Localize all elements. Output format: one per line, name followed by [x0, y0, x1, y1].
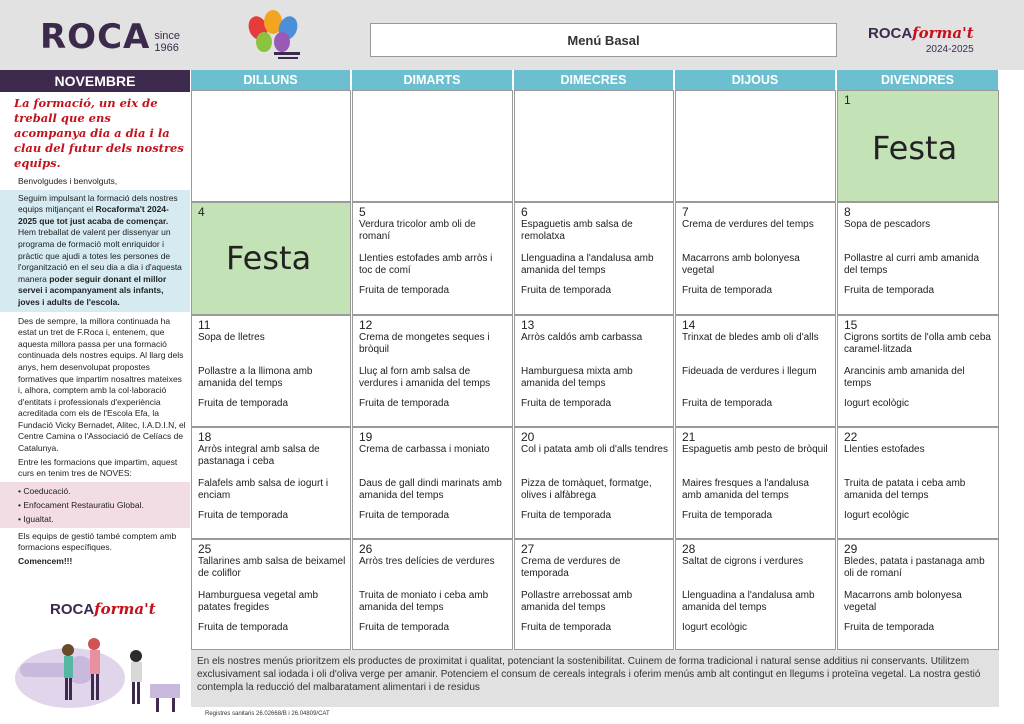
menu-day-cell	[352, 315, 513, 427]
dessert: Fruita de temporada	[844, 285, 935, 296]
menu-day-cell	[675, 315, 836, 427]
sidebar	[0, 70, 190, 724]
list-item: • Igualtat.	[18, 512, 186, 526]
holiday-label: Festa	[872, 129, 958, 167]
menu-day-cell	[837, 539, 999, 650]
menu-day-cell	[514, 427, 674, 539]
dessert: Fruita de temporada	[198, 510, 289, 521]
footer-note: En els nostres menús prioritzem els productes de proximitat i qualitat, potenciant la sostenibilitat. Cuinem de forma tradicional i natural sense additius ni conservants. Utilitzem exclusivament sal iodada i oli d'oliva verge per amanir. Potenciem el consum de cereals integrals i oferim menús amb alt contingut en llegums i proteïna vegetal. La nostra gestió contempla la reducció del malbaratament alimentari i de residus	[191, 650, 999, 707]
second-course: Arancinis amb amanida del temps	[844, 366, 965, 389]
day-header-dijous: DIJOUS	[675, 70, 835, 90]
menu-day-cell	[191, 427, 351, 539]
first-course: Espaguetis amb salsa de remolatxa	[521, 219, 633, 242]
second-course: Fideuada de verdures i llegum	[682, 366, 817, 377]
history-paragraph: Des de sempre, la millora continuada ha estat un tret de F.Roca i, entenem, que aquesta millora passa per una formació continuada dels nostres equips. Al llarg dels anys, hem desenvolupat propostes formatives que impartim nosaltres mateixes i, alhora, comptem amb la col·laboració d'entitats i professionals d'experiència acreditada com els de l'Escola Efa, la Fundació Vicky Bernadet, Alitec, I.A.D.I.N, el Centre Camina o l'Associació de Celíacs de Catalunya.	[18, 315, 186, 454]
day-number: 29	[844, 542, 858, 556]
day-number: 25	[198, 542, 212, 556]
dessert: Fruita de temporada	[359, 285, 450, 296]
first-course: Crema de carbassa i moniato	[359, 444, 490, 455]
forma-year: 2024-2025	[925, 44, 974, 55]
list-item: • Coeducació.	[18, 484, 186, 498]
menu-day-cell	[837, 427, 999, 539]
dessert: Fruita de temporada	[359, 398, 450, 409]
first-course: Trinxat de bledes amb oli d'alls	[682, 332, 819, 343]
dessert: Fruita de temporada	[682, 398, 773, 409]
menu-day-cell	[352, 427, 513, 539]
closing-text: Comencem!!!	[18, 556, 73, 567]
first-course: Sopa de pescadors	[844, 219, 931, 230]
dessert: Fruita de temporada	[682, 285, 773, 296]
day-number: 20	[521, 430, 535, 444]
dessert: Fruita de temporada	[359, 622, 450, 633]
day-number: 19	[359, 430, 373, 444]
first-course: Col i patata amb oli d'alls tendres	[521, 444, 668, 455]
day-number: 1	[844, 93, 851, 107]
first-course: Cigrons sortits de l'olla amb ceba caramel·litzada	[844, 332, 991, 355]
second-course: Truita de patata i ceba amb amanida del temps	[844, 478, 966, 501]
list-item: • Enfocament Restauratiu Global.	[18, 498, 186, 512]
dessert: Fruita de temporada	[521, 622, 612, 633]
dessert: Fruita de temporada	[359, 510, 450, 521]
second-course: Llenties estofades amb arròs i toc de comí	[359, 253, 493, 276]
menu-day-cell	[352, 539, 513, 650]
trainings-list	[0, 482, 190, 528]
second-course: Pollastre arrebossat amb amanida del temps	[521, 590, 633, 613]
roca-brand: ROCA	[40, 17, 151, 57]
second-course: Truita de moniato i ceba amb amanida del temps	[359, 590, 489, 613]
first-course: Tallarines amb salsa de beixamel de coliflor	[198, 556, 346, 579]
dessert: Fruita de temporada	[198, 622, 289, 633]
menu-day-cell	[837, 315, 999, 427]
greeting: Benvolgudes i benvolguts,	[18, 176, 118, 186]
second-course: Falafels amb salsa de iogurt i enciam	[198, 478, 329, 501]
menu-day-cell	[514, 539, 674, 650]
day-number: 13	[521, 318, 535, 332]
dessert: Iogurt ecològic	[844, 398, 910, 409]
day-number: 18	[198, 430, 212, 444]
dessert: Iogurt ecològic	[844, 510, 910, 521]
second-course: Pollastre al curri amb amanida del temps	[844, 253, 980, 276]
dessert: Fruita de temporada	[844, 622, 935, 633]
first-course: Sopa de lletres	[198, 332, 265, 343]
day-number: 7	[682, 205, 689, 219]
second-course: Macarrons amb bolonyesa vegetal	[844, 590, 962, 613]
second-course: Hamburguesa vegetal amb patates fregides	[198, 590, 319, 613]
dessert: Fruita de temporada	[198, 398, 289, 409]
day-number: 12	[359, 318, 373, 332]
second-course: Pizza de tomàquet, formatge, olives i alfàbrega	[521, 478, 652, 501]
day-header-dilluns: DILLUNS	[191, 70, 350, 90]
holiday-label: Festa	[226, 239, 312, 277]
first-course: Verdura tricolor amb oli de romaní	[359, 219, 476, 242]
first-course: Crema de mongetes seques i bròquil	[359, 332, 490, 355]
dessert: Fruita de temporada	[521, 398, 612, 409]
day-number: 6	[521, 205, 528, 219]
second-course: Lluç al forn amb salsa de verdures i amanida del temps	[359, 366, 491, 389]
day-number: 5	[359, 205, 366, 219]
menu-day-cell	[191, 315, 351, 427]
day-header-dimarts: DIMARTS	[352, 70, 512, 90]
second-course: Macarrons amb bolonyesa vegetal	[682, 253, 800, 276]
day-number: 28	[682, 542, 696, 556]
day-number: 14	[682, 318, 696, 332]
roca-logo	[40, 17, 181, 57]
dessert: Fruita de temporada	[521, 285, 612, 296]
menu-day-cell	[514, 315, 674, 427]
day-number: 21	[682, 430, 696, 444]
menu-day-cell	[191, 90, 351, 202]
day-number: 15	[844, 318, 858, 332]
second-course: Daus de gall dindi marinats amb amanida del temps	[359, 478, 502, 501]
first-course: Arròs caldós amb carbassa	[521, 332, 643, 343]
first-course: Bledes, patata i pastanaga amb oli de romaní	[844, 556, 985, 579]
first-course: Crema de verdures del temps	[682, 219, 814, 230]
day-number: 26	[359, 542, 373, 556]
menu-day-cell	[675, 427, 836, 539]
day-number: 27	[521, 542, 535, 556]
menu-day-cell	[191, 539, 351, 650]
dessert: Iogurt ecològic	[682, 622, 748, 633]
day-number: 4	[198, 205, 205, 219]
second-course: Llenguadina a l'andalusa amb amanida del temps	[521, 253, 654, 276]
menu-day-cell	[352, 90, 513, 202]
second-course: Llenguadina a l'andalusa amb amanida del temps	[682, 590, 815, 613]
day-number: 22	[844, 430, 858, 444]
rocaforma-logo: ROCAforma't 2024-2025	[868, 24, 974, 55]
first-course: Arròs tres delícies de verdures	[359, 556, 495, 567]
first-course: Saltat de cigrons i verdures	[682, 556, 804, 567]
page-header	[0, 0, 1024, 70]
menu-title: Menú Basal	[370, 23, 837, 57]
month-label: NOVEMBRE	[0, 70, 190, 92]
menu-day-cell	[675, 202, 836, 315]
hands-logo-icon	[244, 8, 302, 64]
menu-day-cell	[675, 539, 836, 650]
menu-day-cell	[514, 90, 674, 202]
people-illustration-icon	[10, 618, 188, 722]
first-course: Crema de verdures de temporada	[521, 556, 621, 579]
dessert: Fruita de temporada	[521, 510, 612, 521]
first-course: Espaguetis amb pesto de bròquil	[682, 444, 828, 455]
slogan: La formació, un eix de treball que ens acompanya dia a dia i la clau del futur dels nostres equips.	[14, 96, 184, 170]
day-header-dimecres: DIMECRES	[514, 70, 673, 90]
menu-day-cell	[191, 202, 351, 315]
menu-day-cell	[837, 90, 999, 202]
menu-day-cell	[514, 202, 674, 315]
first-course: Arròs integral amb salsa de pastanaga i ceba	[198, 444, 320, 467]
intro-paragraph: Seguim impulsant la formació dels nostres equips mitjançant el Rocaforma't 2024-2025 que tot just acaba de començar. Hem treballat de valent per dissenyar un programa de formació molt enriquidor i pràctic que ajudi a totes les persones de l'organització en el seu dia a dia i d'aquesta manera poder seguir donant el millor servei i acompanyament als infants, joves i adults de l'escola.	[0, 190, 190, 312]
menu-day-cell	[837, 202, 999, 315]
dessert: Fruita de temporada	[682, 510, 773, 521]
roca-since: since 1966	[154, 30, 181, 54]
management-paragraph: Els equips de gestió també comptem amb formacions específiques.	[18, 530, 177, 553]
sidebar-rocaforma-logo: ROCAforma't	[50, 600, 156, 618]
day-header-divendres: DIVENDRES	[837, 70, 998, 90]
first-course: Llenties estofades	[844, 444, 925, 455]
menu-day-cell	[352, 202, 513, 315]
menu-day-cell	[675, 90, 836, 202]
day-number: 11	[198, 318, 211, 332]
second-course: Maires fresques a l'andalusa amb amanida del temps	[682, 478, 809, 501]
second-course: Hamburguesa mixta amb amanida del temps	[521, 366, 633, 389]
day-number: 8	[844, 205, 851, 219]
registry-text: Registres sanitaris 26.02668/B i 26.04809/CAT	[205, 711, 330, 717]
new-trainings-intro: Entre les formacions que impartim, aquest curs en tenim tres de NOVES:	[18, 456, 178, 479]
second-course: Pollastre a la llimona amb amanida del temps	[198, 366, 313, 389]
